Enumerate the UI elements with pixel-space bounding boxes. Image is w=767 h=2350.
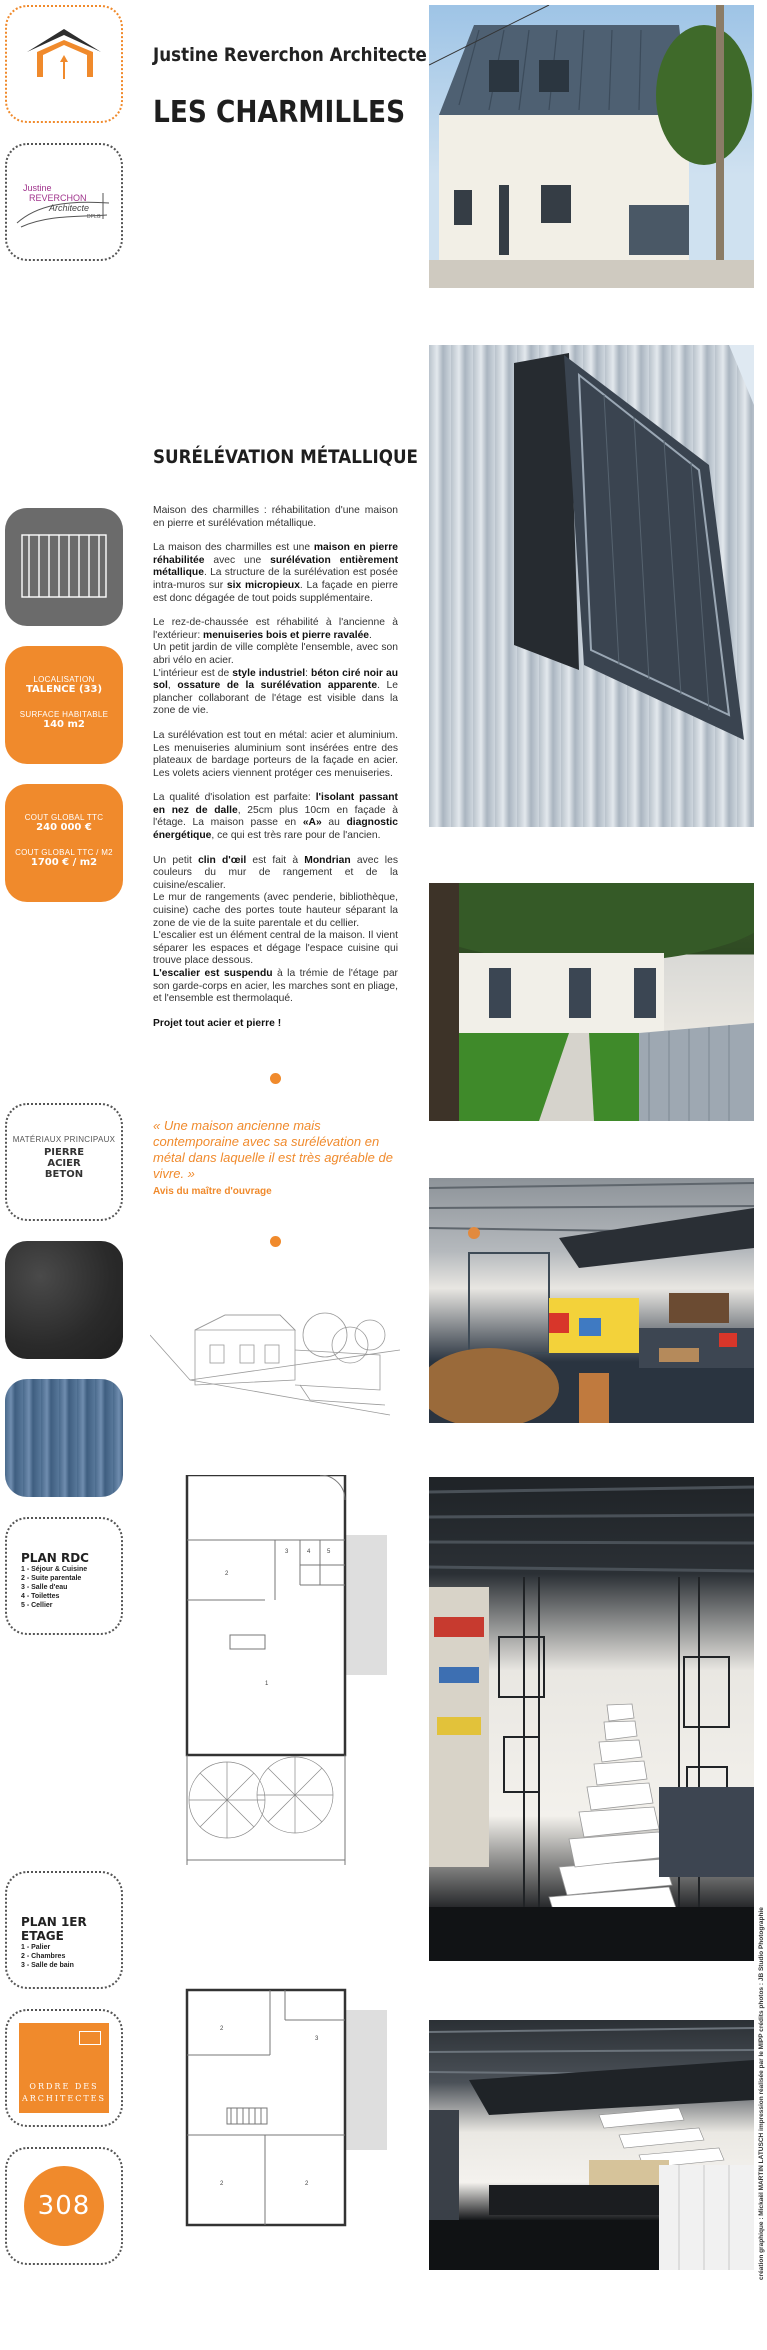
orange-dot bbox=[270, 1073, 281, 1084]
architect-name: Justine Reverchon Architecte bbox=[153, 44, 427, 66]
plan-etage-item: 2 - Chambres bbox=[21, 1953, 66, 1960]
project-title: LES CHARMILLES bbox=[153, 95, 406, 130]
concrete-texture-tile bbox=[5, 1241, 123, 1359]
location-label: LOCALISATION bbox=[33, 675, 95, 684]
paragraph-3: Le rez-de-chaussée est réhabilité à l'ancienne à l'extérieur: menuiseries bois et pierre ravalée. Un petit jardin de ville complète l'ensemble, avec son abri vélo en acier. L'intérieur est de style industriel: béton ciré noir au sol, ossature de la surélévation apparente. Le plancher collaborant de l'étage est visible dans la zone de vie. bbox=[153, 617, 398, 717]
facade-pattern-tile bbox=[5, 508, 123, 626]
logo-text-3: Architecte bbox=[49, 203, 90, 213]
plan-etage-title: PLAN 1ER ETAGE bbox=[21, 1915, 87, 1943]
quote-source: Avis du maître d'ouvrage bbox=[153, 1186, 272, 1197]
floor-plan-etage bbox=[165, 1950, 387, 2230]
svg-text:3: 3 bbox=[315, 2036, 319, 2042]
paragraph-6: Un petit clin d'œil est fait à Mondrian avec les couleurs du mur de rangement et de la cuisine/escalier. Le mur de rangements (avec penderie, bibliothèque, cuisine) cache des portes toute hauteur séparant la zone de vie de la suite parentale et du cellier. L'escalier est un élément central de la maison. Il vient séparer les espaces et dégage l'espace cuisine qui trouve place dessous. L'escalier est suspendu à la trémie de l'étage par son garde-corps en acier, les marches sont en pliage, et l'ensemble est thermolaqué. bbox=[153, 854, 398, 1005]
cost-label: COUT GLOBAL TTC bbox=[24, 813, 104, 822]
logo-text-1: Justine bbox=[23, 183, 52, 193]
photo-house-exterior bbox=[429, 5, 754, 288]
badge-number: 308 bbox=[37, 2191, 91, 2221]
floor-plan-rdc bbox=[165, 1475, 387, 1865]
section-title: SURÉLÉVATION MÉTALLIQUE bbox=[153, 446, 418, 468]
credits-text: création graphique : Mickaël MARTIN LATUSCH impression réalisée par le MIPP crédits photos : JB Studio Photographie bbox=[758, 1907, 765, 2280]
house-logo-tile bbox=[5, 5, 123, 123]
surface-value: 140 m2 bbox=[43, 719, 85, 730]
ordre-line2: ARCHITECTES bbox=[21, 2094, 106, 2103]
architect-logo-tile bbox=[5, 143, 123, 261]
photo-kitchen bbox=[429, 2020, 754, 2270]
svg-text:2: 2 bbox=[220, 2026, 224, 2032]
paragraph-4: La surélévation est tout en métal: acier et aluminium. Les menuiseries aluminium sont insérées entre des plateaux de bardage porteurs de la façade en acier. Les volets aciers viennent protéger ces menuiseries. bbox=[153, 729, 398, 779]
paragraph-7: Projet tout acier et pierre ! bbox=[153, 1017, 282, 1029]
material-steel: ACIER bbox=[47, 1158, 81, 1169]
cost-m2-value: 1700 € / m2 bbox=[30, 857, 98, 868]
svg-text:2: 2 bbox=[220, 2181, 224, 2187]
svg-text:5: 5 bbox=[327, 1549, 331, 1555]
ordre-line1: ORDRE DES bbox=[29, 2082, 99, 2091]
plan-etage-item: 1 - Palier bbox=[21, 1944, 51, 1951]
location-surface-tile bbox=[5, 646, 123, 764]
number-badge-tile bbox=[5, 2147, 123, 2265]
plan-rdc-item: 2 - Suite parentale bbox=[21, 1575, 82, 1582]
materials-label: MATÉRIAUX PRINCIPAUX bbox=[12, 1135, 116, 1144]
orange-dot bbox=[270, 1236, 281, 1247]
svg-text:4: 4 bbox=[307, 1549, 311, 1555]
plan-etage-item: 3 - Salle de bain bbox=[21, 1962, 74, 1969]
materials-tile bbox=[5, 1103, 123, 1221]
plan-etage-tile bbox=[5, 1871, 123, 1989]
svg-text:2: 2 bbox=[225, 1571, 229, 1577]
client-quote: « Une maison ancienne mais contemporaine avec sa surélévation en métal dans laquelle il est très agréable de vivre. » bbox=[153, 1118, 393, 1181]
project-description bbox=[153, 505, 398, 1042]
svg-text:2: 2 bbox=[305, 2181, 309, 2187]
cost-m2-label: COUT GLOBAL TTC / M2 bbox=[15, 848, 113, 857]
house-sketch bbox=[150, 1290, 400, 1425]
cost-tile bbox=[5, 784, 123, 902]
ordre-logo bbox=[19, 2023, 109, 2113]
plan-rdc-item: 5 - Cellier bbox=[21, 1602, 53, 1609]
photo-living-room bbox=[429, 1178, 754, 1423]
house-roof-icon bbox=[7, 7, 121, 121]
paragraph-2: La maison des charmilles est une maison en pierre réhabilitée avec une surélévation entièrement métallique. La structure de la surélévation est posée intra-muros sur six micropieux. La façade en pierre est donc dégagée de tout poids supplémentaire. bbox=[153, 542, 399, 604]
svg-text:1: 1 bbox=[265, 1681, 269, 1687]
paragraph-1: Maison des charmilles : réhabilitation d'une maison en pierre et surélévation métallique. bbox=[153, 505, 398, 529]
logo-text-2: REVERCHON bbox=[29, 193, 87, 203]
photo-facade-shutters bbox=[429, 345, 754, 827]
number-badge bbox=[24, 2166, 104, 2246]
svg-text:3: 3 bbox=[285, 1549, 289, 1555]
plan-rdc-item: 3 - Salle d'eau bbox=[21, 1584, 68, 1591]
ordre-architectes-tile bbox=[5, 2009, 123, 2127]
paragraph-5: La qualité d'isolation est parfaite: l'isolant passant en nez de dalle, 25cm plus 10cm en façade à l'étage. La maison passe en «A» au diagnostic énergétique, ce qui est très rare pour de l'ancien. bbox=[153, 792, 398, 842]
photo-garden bbox=[429, 883, 754, 1121]
plan-rdc-item: 4 - Toilettes bbox=[21, 1593, 60, 1600]
surface-label: SURFACE HABITABLE bbox=[19, 710, 109, 719]
material-concrete: BETON bbox=[44, 1169, 84, 1180]
logo-text-4: DPLG bbox=[87, 214, 101, 220]
steel-texture-tile bbox=[5, 1379, 123, 1497]
cladding-pattern-icon bbox=[5, 508, 123, 626]
plan-rdc-tile bbox=[5, 1517, 123, 1635]
plan-rdc-item: 1 - Séjour & Cuisine bbox=[21, 1566, 88, 1573]
photo-staircase bbox=[429, 1477, 754, 1961]
location-value: TALENCE (33) bbox=[25, 684, 103, 695]
material-stone: PIERRE bbox=[43, 1147, 85, 1158]
plan-rdc-title: PLAN RDC bbox=[21, 1551, 89, 1565]
cost-value: 240 000 € bbox=[36, 822, 92, 833]
